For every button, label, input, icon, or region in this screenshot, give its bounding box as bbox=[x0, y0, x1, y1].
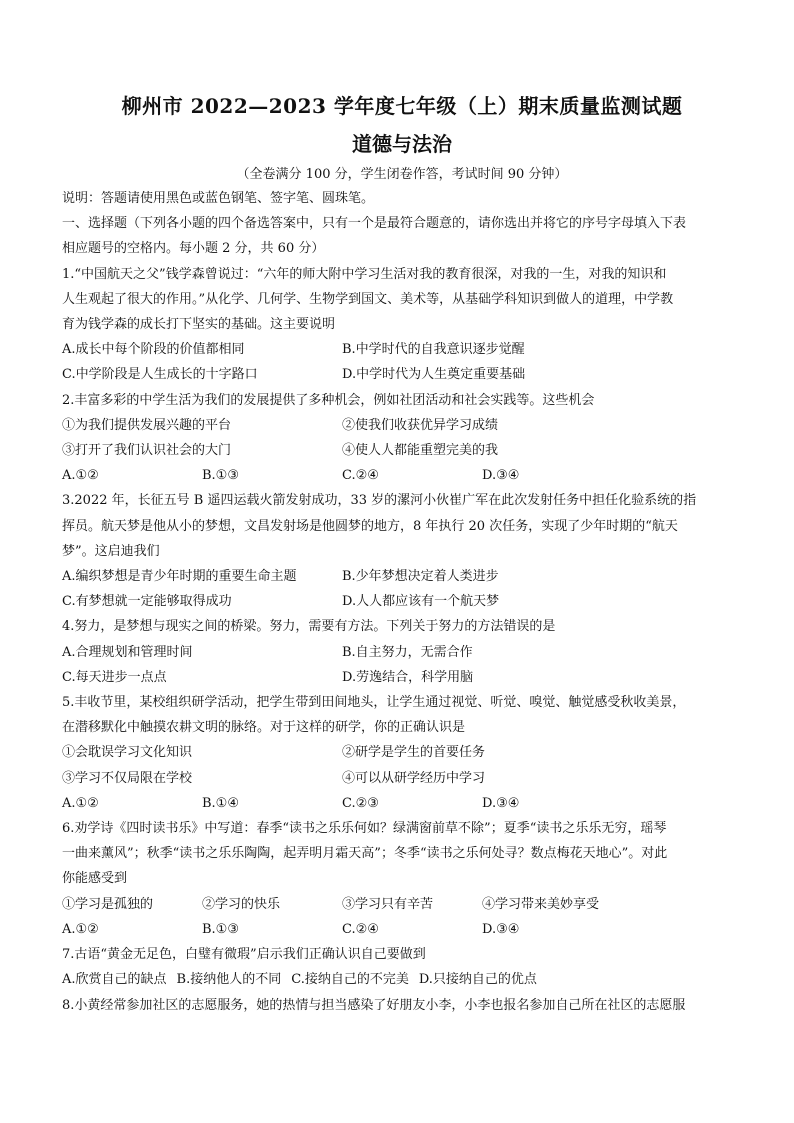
question-stem-line: 在潜移默化中触摸农耕文明的脉络。对于这样的研学，你的正确认识是 bbox=[62, 720, 466, 736]
option-c: C.中学阶段是人生成长的十字路口 bbox=[62, 367, 258, 383]
question-stem-line: 4.努力，是梦想与现实之间的桥梁。努力，需要有方法。下列关于努力的方法错误的是 bbox=[62, 619, 556, 635]
option-row bbox=[62, 362, 742, 387]
question-stem-line: 3.2022 年，长征五号 B 遥四运载火箭发射成功，33 岁的漯河小伙崔广军在此次发射任务中担任化验系统的指 bbox=[62, 493, 697, 509]
option-c: C.②④ bbox=[342, 468, 379, 484]
statement-3: ③学习只有辛苦 bbox=[342, 896, 434, 912]
option-b: B.少年梦想决定着人类进步 bbox=[342, 569, 499, 585]
statement-1: ①会耽误学习文化知识 bbox=[62, 745, 193, 761]
option-row bbox=[62, 665, 742, 690]
option-a: A.①② bbox=[62, 468, 99, 484]
option-a: A.成长中每个阶段的价值都相同 bbox=[62, 342, 245, 358]
statement-2: ②学习的快乐 bbox=[202, 896, 281, 912]
statement-1: ①为我们提供发展兴趣的平台 bbox=[62, 417, 232, 433]
statement-3: ③学习不仅局限在学校 bbox=[62, 770, 193, 786]
statement-1: ①学习是孤独的 bbox=[62, 896, 154, 912]
option-d: D.劳逸结合，科学用脑 bbox=[342, 669, 474, 685]
question-8 bbox=[62, 993, 742, 1018]
option-b: B.①③ bbox=[202, 921, 239, 937]
section-heading-line-2: 相应题号的空格内。每小题 2 分，共 60 分） bbox=[62, 241, 325, 257]
option-row bbox=[62, 589, 742, 614]
option-c: C.②④ bbox=[342, 921, 379, 937]
option-a: A.①② bbox=[62, 795, 99, 811]
option-row bbox=[62, 564, 742, 589]
option-row bbox=[62, 791, 742, 816]
question-4 bbox=[62, 614, 742, 690]
statement-row bbox=[62, 766, 742, 791]
exam-meta: （全卷满分 100 分，学生闭卷作答，考试时间 90 分钟） bbox=[236, 167, 568, 182]
question-7 bbox=[62, 942, 742, 992]
option-d: D.③④ bbox=[482, 795, 520, 811]
question-stem-line: 人生观起了很大的作用。”从化学、几何学、生物学到国文、美术等，从基础学科知识到做人的道理，中学教 bbox=[62, 291, 674, 307]
option-b: B.接纳他人的不同 bbox=[176, 972, 282, 988]
statement-row bbox=[62, 740, 742, 765]
option-d: D.只接纳自己的优点 bbox=[418, 972, 537, 988]
option-c: C.有梦想就一定能够取得成功 bbox=[62, 594, 232, 610]
statement-4: ④使人人都能重塑完美的我 bbox=[342, 443, 499, 459]
option-d: D.③④ bbox=[482, 468, 520, 484]
question-stem-line: 5.丰收节里，某校组织研学活动，把学生带到田间地头，让学生通过视觉、听觉、嗅觉、触觉感受秋收美景， bbox=[62, 695, 686, 711]
option-a: A.欣赏自己的缺点 bbox=[62, 972, 167, 988]
question-1 bbox=[62, 262, 742, 388]
section-heading-line-1: 一、选择题（下列各小题的四个备选答案中，只有一个是最符合题意的，请你选出并将它的序号字母填入下表 bbox=[62, 216, 687, 232]
option-b: B.中学时代的自我意识逐步觉醒 bbox=[342, 342, 525, 358]
subject-title: 道德与法治 bbox=[352, 132, 452, 156]
question-2 bbox=[62, 388, 742, 489]
option-b: B.①④ bbox=[202, 795, 239, 811]
statement-row bbox=[62, 438, 742, 463]
option-d: D.人人都应该有一个航天梦 bbox=[342, 594, 500, 610]
statement-4: ④可以从研学经历中学习 bbox=[342, 770, 486, 786]
statement-row bbox=[62, 892, 742, 917]
question-6 bbox=[62, 816, 742, 942]
statement-2: ②使我们收获优异学习成绩 bbox=[342, 417, 499, 433]
question-stem-line: 2.丰富多彩的中学生活为我们的发展提供了多种机会，例如社团活动和社会实践等。这些机会 bbox=[62, 392, 595, 408]
option-c: C.每天进步一点点 bbox=[62, 669, 167, 685]
question-stem-line: 8.小黄经常参加社区的志愿服务，她的热情与担当感染了好朋友小李，小李也报名参加自己所在社区的志愿服 bbox=[62, 997, 686, 1013]
question-stem-line: 挥员。航天梦是他从小的梦想，文昌发射场是他圆梦的地方，8 年执行 20 次任务，实现了少年时期的“航天 bbox=[62, 518, 678, 534]
option-b: B.自主努力，无需合作 bbox=[342, 644, 473, 660]
question-stem-line: 你能感受到 bbox=[62, 871, 128, 887]
question-3 bbox=[62, 488, 742, 614]
question-stem-line: 1.“中国航天之父”钱学森曾说过：“六年的师大附中学习生活对我的教育很深，对我的一生，对我的知识和 bbox=[62, 266, 667, 282]
question-stem-line: 梦”。这启迪我们 bbox=[62, 543, 160, 559]
statement-4: ④学习带来美妙享受 bbox=[482, 896, 600, 912]
question-stem-line: 一曲来薰风”；秋季“读书之乐乐陶陶，起弄明月霜天高”；冬季“读书之乐何处寻？数点梅花天地心”。对此 bbox=[62, 846, 668, 862]
question-stem-line: 6.劝学诗《四时读书乐》中写道：春季“读书之乐乐何如？绿满窗前草不除”；夏季“读书之乐乐无穷，瑶琴 bbox=[62, 821, 667, 837]
option-a: A.①② bbox=[62, 921, 99, 937]
exam-title: 柳州市 2022—2023 学年度七年级（上）期末质量监测试题 bbox=[121, 94, 683, 118]
statement-row bbox=[62, 413, 742, 438]
option-a: A.编织梦想是青少年时期的重要生命主题 bbox=[62, 569, 297, 585]
instruction-text: 说明：答题请使用黑色或蓝色钢笔、签字笔、圆珠笔。 bbox=[62, 191, 375, 206]
statement-2: ②研学是学生的首要任务 bbox=[342, 745, 486, 761]
option-row bbox=[62, 463, 742, 488]
question-stem-line: 7.古语“黄金无足色，白璧有微瑕”启示我们正确认识自己要做到 bbox=[62, 947, 426, 963]
option-row bbox=[62, 337, 742, 362]
statement-3: ③打开了我们认识社会的大门 bbox=[62, 443, 232, 459]
option-row bbox=[62, 917, 742, 942]
option-b: B.①③ bbox=[202, 468, 239, 484]
option-row bbox=[62, 967, 742, 992]
exam-page bbox=[62, 92, 742, 1018]
question-stem-line: 育为钱学森的成长打下坚实的基础。这主要说明 bbox=[62, 317, 336, 333]
option-row bbox=[62, 640, 742, 665]
option-d: D.③④ bbox=[482, 921, 520, 937]
question-5 bbox=[62, 690, 742, 816]
option-a: A.合理规划和管理时间 bbox=[62, 644, 193, 660]
option-c: C.②③ bbox=[342, 795, 379, 811]
option-c: C.接纳自己的不完美 bbox=[291, 972, 409, 988]
option-d: D.中学时代为人生奠定重要基础 bbox=[342, 367, 526, 383]
